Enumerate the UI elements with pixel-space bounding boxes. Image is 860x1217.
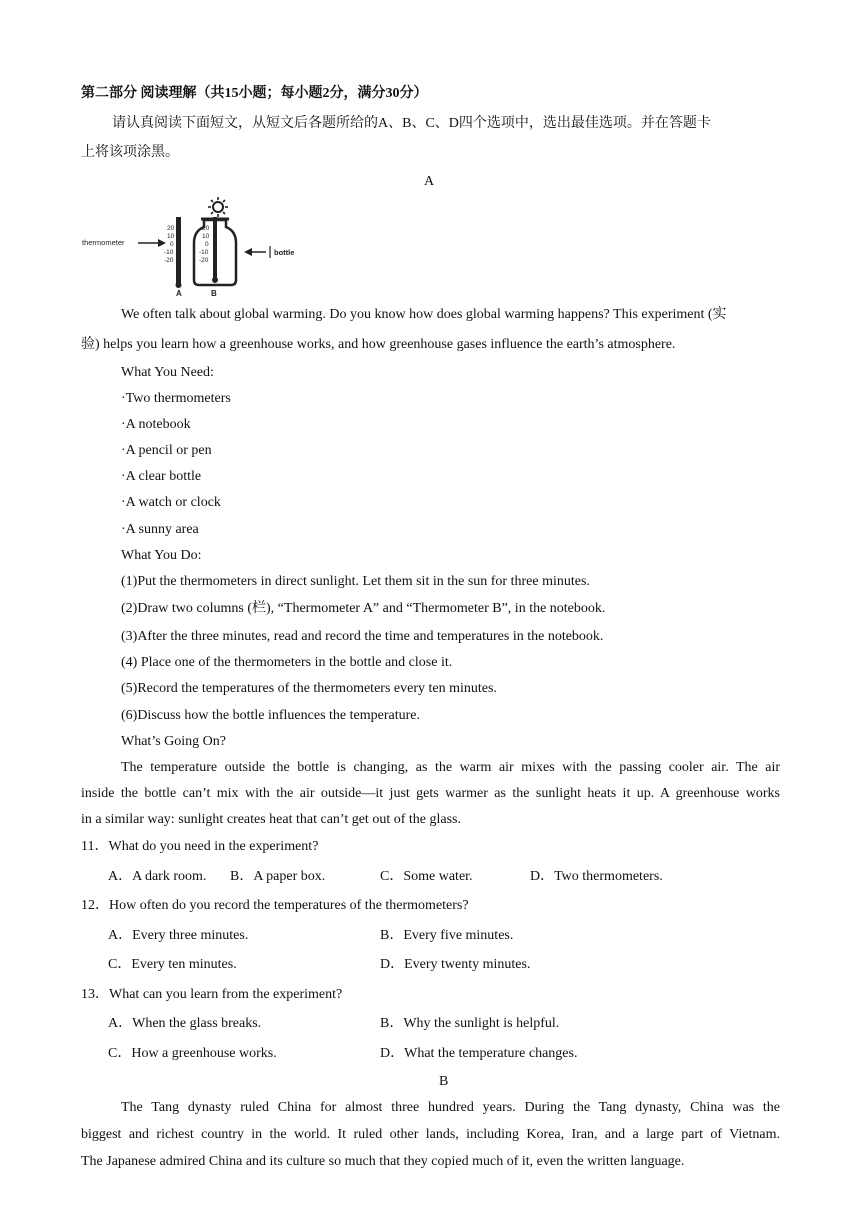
need-item: ·A watch or clock: [121, 495, 221, 510]
option-a: A．Every three minutes.: [108, 928, 249, 943]
passage-a-label: A: [424, 174, 435, 189]
svg-text:20: 20: [202, 225, 210, 232]
svg-text:20: 20: [167, 225, 175, 232]
intro-line-2: 验) helps you learn how a greenhouse works, and how greenhouse gases influence the earth’s atmosphere.: [81, 337, 676, 352]
thermometer-b-icon: [213, 217, 217, 279]
passage-b-line-2: biggest and richest country in the world. It ruled other lands, including Korea, Iran, and a large part of Vietnam.: [81, 1127, 780, 1142]
option-c: C．How a greenhouse works.: [108, 1046, 277, 1061]
going-line-2: inside the bottle can’t mix with the air outside—it just gets warmer as the sunlight heats it up. A greenhouse works: [81, 786, 780, 801]
option-d: D．Two thermometers.: [530, 869, 663, 884]
question-stem: 13．What can you learn from the experiment?: [81, 987, 343, 1002]
option-d: D．What the temperature changes.: [380, 1046, 578, 1061]
bottle-label: bottle: [274, 248, 295, 257]
passage-b-line-1: The Tang dynasty ruled China for almost three hundred years. During the Tang dynasty, China was the: [121, 1100, 780, 1115]
svg-text:0: 0: [170, 241, 174, 248]
thermometer-label: thermometer: [82, 238, 125, 247]
going-line-1: The temperature outside the bottle is changing, as the warm air mixes with the passing cooler air. The air: [121, 760, 780, 775]
svg-text:-20: -20: [199, 257, 209, 264]
svg-text:-10: -10: [199, 249, 209, 256]
experiment-figure: [80, 195, 310, 300]
instructions-line-1: 请认真阅读下面短文，从短文后各题所给的A、B、C、D四个选项中，选出最佳选项。并在答题卡: [112, 116, 711, 131]
do-step: (1)Put the thermometers in direct sunlight. Let them sit in the sun for three minutes.: [121, 574, 590, 589]
svg-text:0: 0: [205, 241, 209, 248]
do-step: (2)Draw two columns (栏), “Thermometer A” and “Thermometer B”, in the notebook.: [121, 601, 606, 616]
svg-text:-10: -10: [164, 249, 174, 256]
svg-text:10: 10: [202, 233, 210, 240]
need-heading: What You Need:: [121, 365, 214, 380]
question-stem: 12．How often do you record the temperatures of the thermometers?: [81, 898, 469, 913]
option-b: B．A paper box.: [230, 869, 326, 884]
do-step: (4) Place one of the thermometers in the bottle and close it.: [121, 655, 453, 670]
option-c: C．Every ten minutes.: [108, 957, 237, 972]
thermometer-a-icon: [176, 217, 181, 285]
need-item: ·A clear bottle: [121, 469, 202, 484]
need-item: ·A pencil or pen: [121, 443, 212, 458]
option-a: A．A dark room.: [108, 869, 207, 884]
option-a: A．When the glass breaks.: [108, 1016, 262, 1031]
label-b: B: [211, 289, 217, 298]
section-title: 第二部分 阅读理解（共15小题；每小题2分，满分30分）: [81, 86, 428, 101]
do-step: (3)After the three minutes, read and record the time and temperatures in the notebook.: [121, 629, 604, 644]
option-b: B．Why the sunlight is helpful.: [380, 1016, 560, 1031]
option-c: C．Some water.: [380, 869, 473, 884]
sun-icon: [208, 197, 228, 217]
going-line-3: in a similar way: sunlight creates heat that can’t get out of the glass.: [81, 812, 461, 827]
option-d: D．Every twenty minutes.: [380, 957, 531, 972]
do-step: (6)Discuss how the bottle influences the temperature.: [121, 708, 420, 723]
instructions-line-2: 上将该项涂黑。: [81, 145, 179, 160]
svg-text:-20: -20: [164, 257, 174, 264]
svg-text:10: 10: [167, 233, 175, 240]
going-heading: What’s Going On?: [121, 734, 226, 749]
do-step: (5)Record the temperatures of the thermometers every ten minutes.: [121, 681, 497, 696]
option-b: B．Every five minutes.: [380, 928, 514, 943]
label-a: A: [176, 289, 182, 298]
question-stem: 11．What do you need in the experiment?: [81, 839, 319, 854]
need-item: ·A sunny area: [121, 522, 199, 537]
passage-b-line-3: The Japanese admired China and its culture so much that they copied much of it, even the written language.: [81, 1154, 685, 1169]
passage-b-label: B: [439, 1074, 449, 1089]
need-item: ·A notebook: [121, 417, 191, 432]
do-heading: What You Do:: [121, 548, 202, 563]
intro-line-1: We often talk about global warming. Do you know how does global warming happens? This experiment (实: [121, 307, 727, 322]
need-item: ·Two thermometers: [121, 391, 231, 406]
